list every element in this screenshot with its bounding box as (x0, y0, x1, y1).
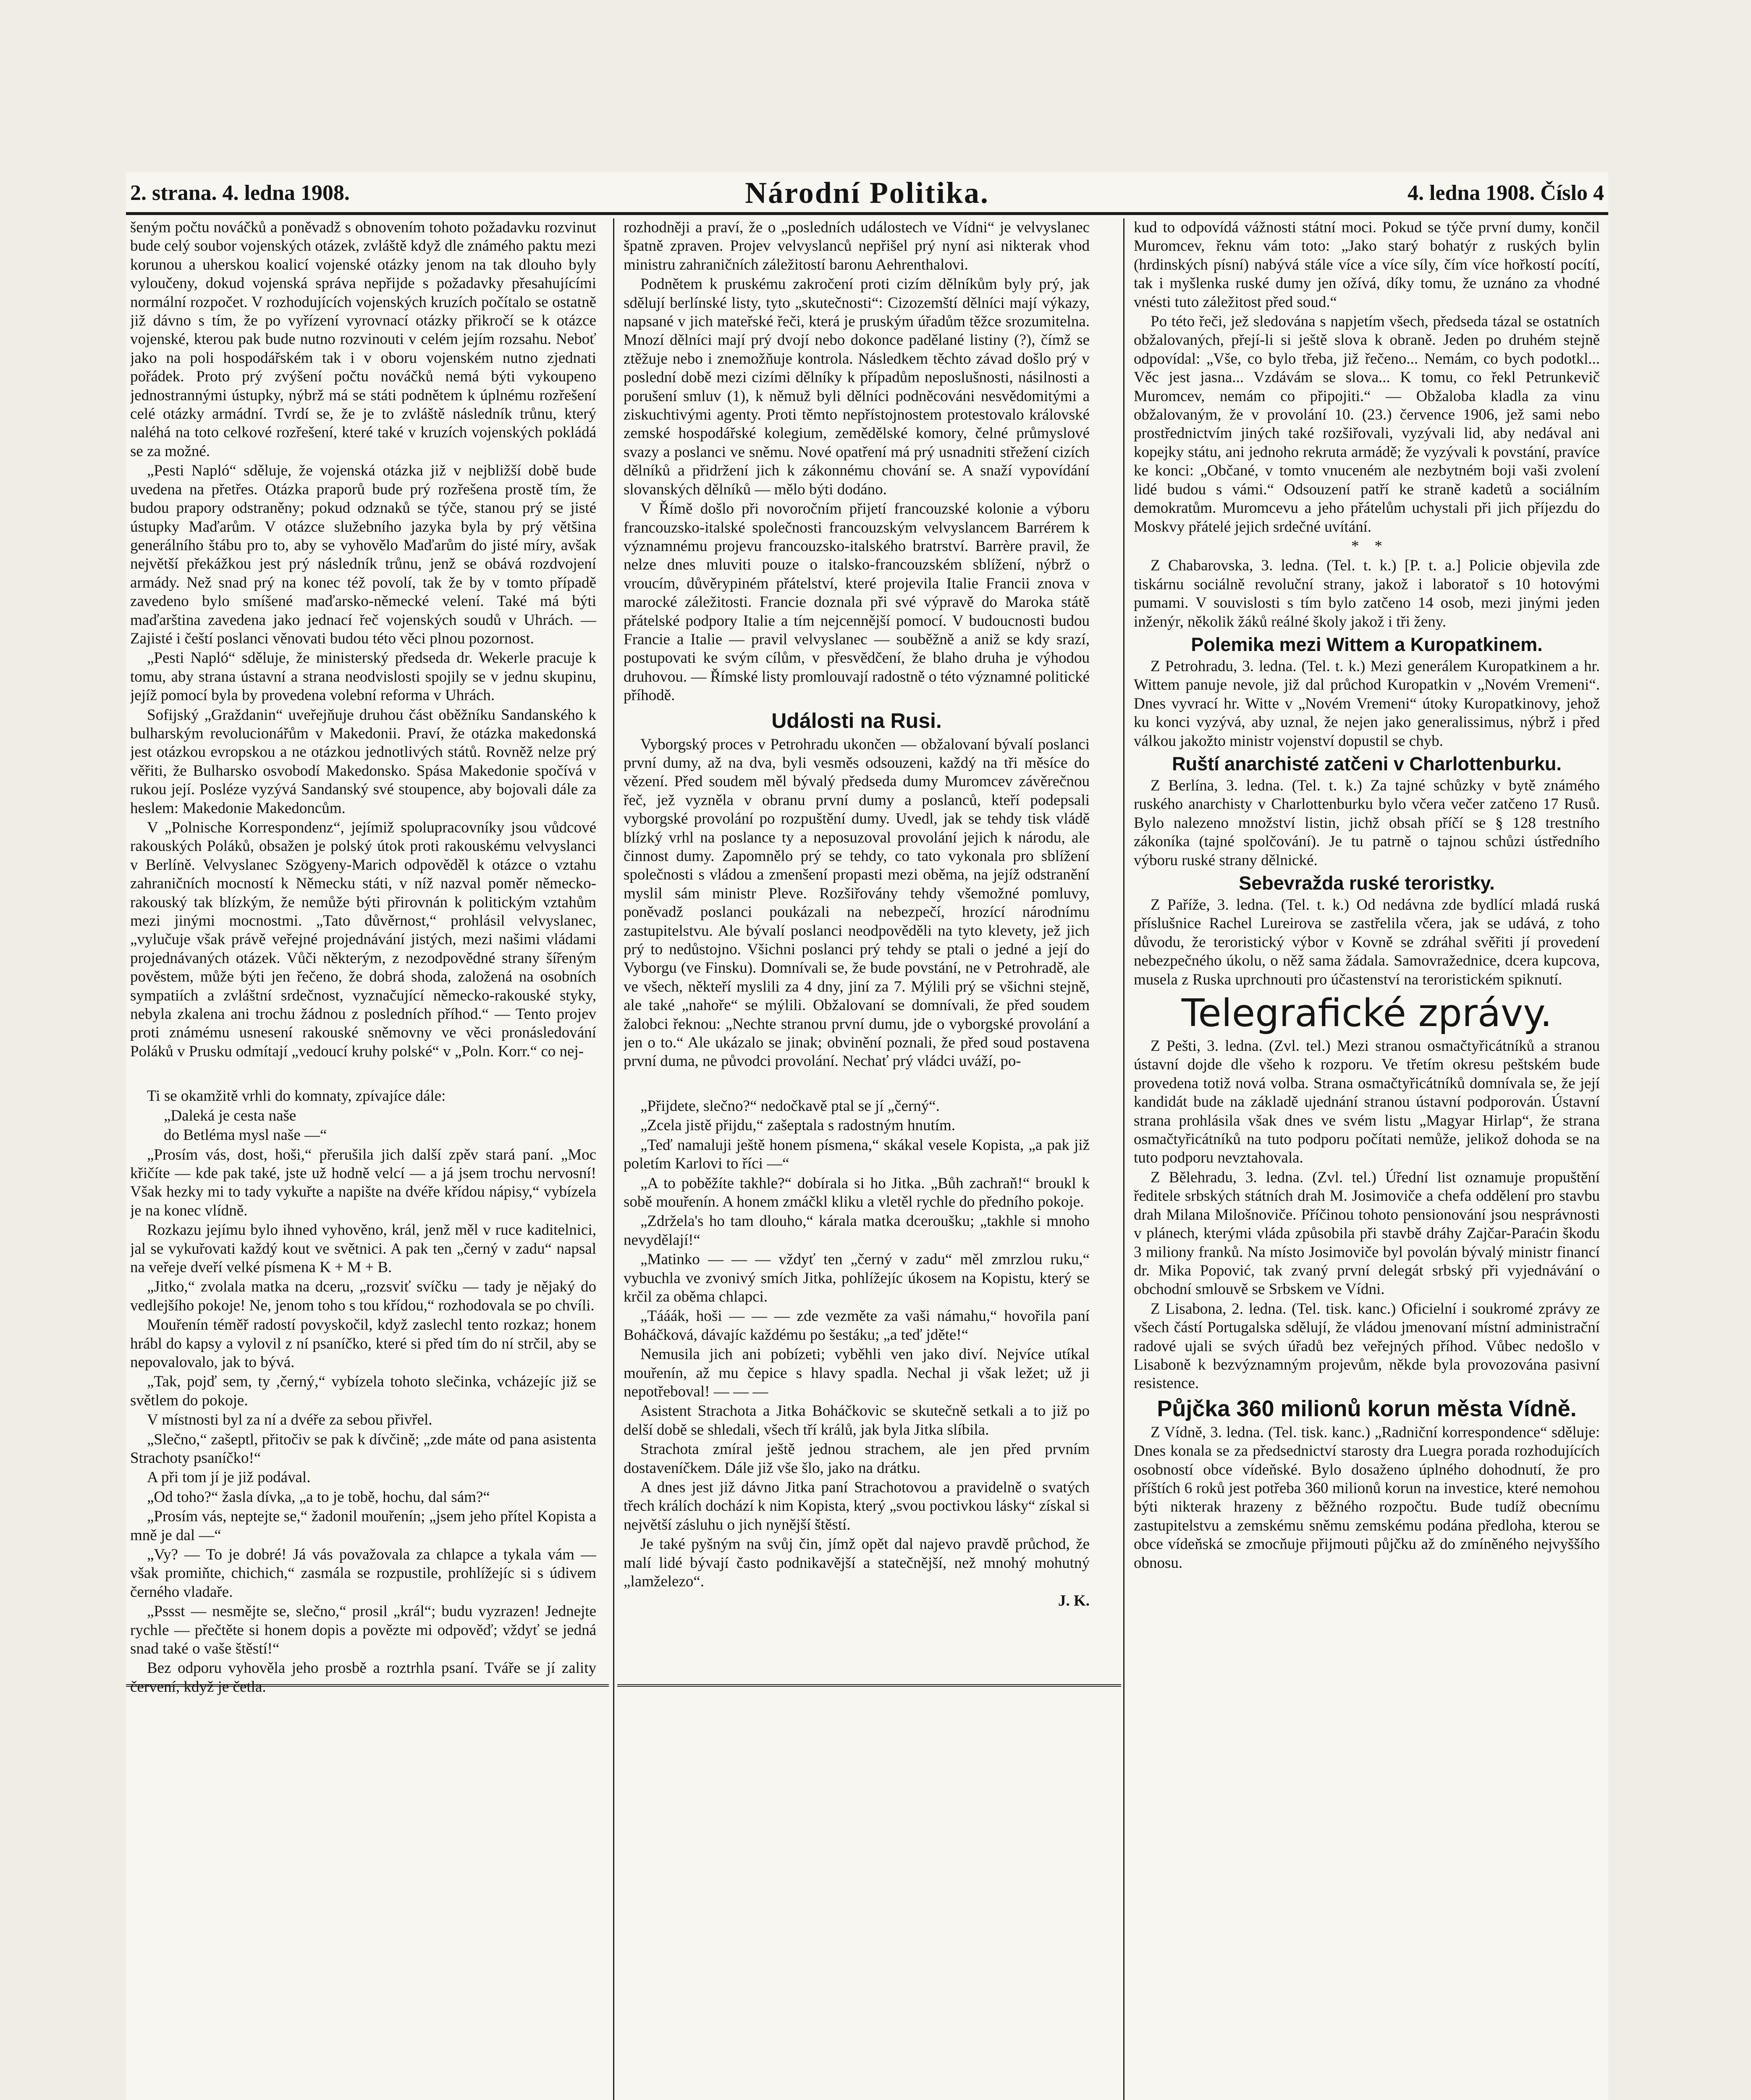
story-paragraph: „Pssst — nesmějte se, slečno,“ prosil „král“; budu vyzrazen! Jednejte rychle — přečtěte si honem dopis a povězte mi odpověď; vždyť se jedná snad také o vaše štěstí!“ (130, 1603, 596, 1658)
separator-space (624, 1072, 1090, 1097)
article-paragraph: Z Petrohradu, 3. ledna. (Tel. t. k.) Mezi generálem Kuropatkinem a hr. Wittem panuje nevole, již dal průchod Kuropatkin v „Novém Vremeni“. Dnes vyvrací hr. Witte v „Novém Vremeni“ útoky Kuropatkinovy, jehož ku konci vyzývá, aby uznal, že nejen jako generalissimus, nýbrž i před válkou jakožto ministr vojenství dopustil se chyb. (1134, 657, 1600, 750)
story-paragraph: „Vy? — To je dobré! Já vás považovala za chlapce a tykala vám — však promiňte, chichich,“ zasmála se rozpustile, prohlížejíc si s údivem černého vladaře. (130, 1546, 596, 1601)
article-paragraph: Z Bělehradu, 3. ledna. (Zvl. tel.) Úřední list oznamuje propuštění ředitele srbských státních drah M. Josimoviče a chefa oddělení pro stavbu drah Milana Milošnoviče. Příčinou tohoto pensionování jsou nesprávnosti v plánech, kterými vláda způsobila při stavbě dráhy Zajčar-Paraćin škodu 3 miliony franků. Na místo Josimoviče byl povolán bývalý ministr financí dr. Mika Popović, tak zvaný první delegát srbský při vyjednávání o obchodní smlouvě se Srbskem ve Vídni. (1134, 1168, 1600, 1298)
column-3 (1134, 218, 1600, 2100)
story-paragraph: „Zcela jistě přijdu,“ zašeptala s radostným hnutím. (640, 1117, 956, 1134)
story-paragraph: „Slečno,“ zašeptl, přitočiv se pak k dívčině; „zde máte od pana asistenta Strachoty psaníčko!“ (130, 1431, 596, 1467)
article-paragraph: Sofijský „Graždanin“ uveřejňuje druhou část oběžníku Sandanského k bulharským revolucionářům v Makedonii. Praví, že otázka makedonská jest otázkou evropskou a ne otázkou jednotlivých států. Rovněž nelze prý věřiti, že Bulharsko osvobodí Makedonsko. Spása Makedonie spočívá v rukou její. Posléze vyzývá Sandanský své stoupence, aby bojovali dále za heslem: Makedonie Makedoncům. (130, 706, 596, 817)
story-paragraph: Strachota zmíral ještě jednou strachem, ale jen před prvním dostaveníčkem. Dále již vše šlo, jako na drátku. (624, 1441, 1090, 1477)
story-paragraph: A při tom jí je již podával. (147, 1469, 311, 1486)
story-paragraph: Mouřenín téměř radostí povyskočil, když zaslechl tento rozkaz; honem hrábl do kapsy a vylovil z ní psaníčko, které si před tím do ní strčil, aby se nepovalovalo, jak to bývá. (130, 1316, 596, 1371)
column-divider (613, 218, 614, 2100)
story-paragraph: „Prosím vás, neptejte se,“ žadonil mouřenín; „jsem jeho přítel Kopista a mně je dal —“ (130, 1508, 596, 1544)
article-paragraph: Z Vídně, 3. ledna. (Tel. tisk. kanc.) „Radniční korrespondence“ sděluje: Dnes konala se za předsednictví starosty dra Luegra porada rozhodujících osobností obce vídeňské. Bylo dosaženo úplného dohodnutí, že pro příštích 6 roků jest potřeba 360 milionů korun na investice, které nemohou býti nikterak hrazeny z běžného rozpočtu. Bude tudíž obecnímu zastupitelstvu a zemskému sněmu zemskému podána předloha, kterou se obce vídeňská se zmocňuje přijmouti půjčku až do zmíněného nejvyššího obnosu. (1134, 1423, 1600, 1572)
article-paragraph: kud to odpovídá vážnosti státní moci. Pokud se týče první dumy, končil Muromcev, řeknu vám toto: „Jako starý bohatýr z ruských bylin (hrdinských písní) nabývá stále více a více síly, čím více hořkostí pocítí, tak i myšlenka ruské dumy jen ožívá, díky tomu, že uznáno za vhodné vnésti tuto záležitost před soud.“ (1134, 219, 1600, 311)
article-paragraph: Z Lisabona, 2. ledna. (Tel. tisk. kanc.) Oficielní i soukromé zprávy ze všech částí Portugalska sdělují, že vládou jmenovaní místní administrační radové ujali se svých úřadů bez veřejných příhod. Vůbec nedošlo v Lisaboně k bezvýznamným projevům, někde byla provozována pasivní resistence. (1134, 1300, 1600, 1392)
article-paragraph: Z Chabarovska, 3. ledna. (Tel. t. k.) [P. t. a.] Policie objevila zde tiskárnu sociálně revoluční strany, jakož i laboratoř s 10 hotovými pumami. V souvislosti s tím bylo zatčeno 14 osob, mezi jinými jeden inženýr, několik žáků reálné školy jakož i tři ženy. (1134, 557, 1600, 630)
story-paragraph: V místnosti byl za ní a dvéře za sebou přivřel. (147, 1411, 433, 1429)
header-issue-number: 4. ledna 1908. Číslo 4 (1407, 181, 1604, 205)
story-paragraph: Rozkazu jejímu bylo ihned vyhověno, král, jenž měl v ruce kaditelnici, jal se vykuřovati každý kout ve světnici. A pak ten „černý v zadu“ napsal na veřeje dveří velké písmena K + M + B. (130, 1221, 596, 1276)
author-signature: J. K. (1058, 1592, 1090, 1610)
story-paragraph: A dnes jest již dávno Jitka paní Strachotovou a pravidelně o svatých třech králích dochází k nim Kopista, který „svou poctivkou lásky“ získal si největší zásluhu o jich nynější štěstí. (624, 1479, 1090, 1533)
section-heading: Sebevražda ruské teroristky. (1239, 872, 1495, 894)
section-heading: Ruští anarchisté zatčeni v Charlottenburku. (1172, 753, 1562, 774)
story-paragraph: „A to poběžíte takhle?“ dobírala si ho Jitka. „Bůh zachraň!“ broukl k sobě mouřenín. A honem zmáčkl kliku a vletěl rychle do předního pokoje. (624, 1174, 1090, 1210)
article-paragraph: rozhodněji a praví, že o „posledních událostech ve Vídni“ je velvyslanec špatně zpraven. Projev velvyslanců nepřišel prý nyní asi nikterak vhod ministru zahraničních záležitostí baronu Aehrenthalovi. (624, 219, 1090, 273)
article-paragraph: „Pesti Napló“ sděluje, že ministerský předseda dr. Wekerle pracuje k tomu, aby strana ústavní a strana neodvislosti spojily se v jednu skupinu, jejíž pomocí byla by provedena volební reforma v Uhrách. (130, 649, 596, 704)
article-paragraph: Vyborgský proces v Petrohradu ukončen — obžalovaní bývalí poslanci první dumy, až na dva, byli vesměs odsouzeni, každý na tři měsíce do vězení. Před soudem měl bývalý předseda dumy Muromcev závěrečnou řeč, jež vyzněla v obranu první dumy a poslanců, kteří podepsali vyborgské provolání po rozpuštění dumy. Uvedl, jak se tehdy tisk vládě blízký vrhl na poslance ty a neposuzoval provolání jejich k národu, ale činnost dumy. Zapomnělo prý se tehdy, co tato vykonala pro sblížení společnosti s vládou a zmenšení propasti mezi oběma, na jejíž odstranění myslil sám ministr Pleve. Rozšiřovány tehdy všemožné pomluvy, poněvadž poslanci poukázali na nebezpečí, hrozící národnímu zastupitelstvu. Ale bývalí poslanci neodpověděli na tyto klevety, jež jich prý to nedůstojno. Všichni poslanci prý tehdy se ptali o jedné a její do Vyborgu (ve Finsku). Domnívali se, že bude povstání, ne v Petrohradě, ale ve všech, někteří myslili za 4 dny, jiní za 7. Mýlili prý se všichni stejně, ale také „nahoře“ se mýlili. Obžalovaní se domnívali, že před soudem žalobci řeknou: „Nechte stranou první dumu, jde o vyborgské provolání a jen o to.“ Ale ukázalo se jinak; obvinění poznali, že před soud postavena první duma, ne původci provolání. Nechať prý vládci uváží, po- (624, 735, 1090, 1070)
newspaper-title: Národní Politika. (745, 176, 989, 210)
section-heading: Půjčka 360 milionů korun města Vídně. (1157, 1396, 1577, 1421)
section-heading: Polemika mezi Wittem a Kuropatkinem. (1191, 633, 1543, 655)
story-verse: do Betléma mysl naše —“ (164, 1126, 327, 1144)
story-paragraph: „Tak, pojď sem, ty ,černý,“ vybízela tohoto slečinka, vcházejíc již se světlem do pokoje. (130, 1373, 596, 1409)
story-paragraph: „Zdržela's ho tam dlouho,“ kárala matka dceroušku; „takhle si mnoho nevydělají!“ (624, 1213, 1090, 1249)
story-paragraph: Bez odporu vyhověla jeho prosbě a roztrhla psaní. Tváře se jí zality červení, když je četla. (130, 1659, 596, 1696)
story-verse: „Daleká je cesta naše (164, 1107, 296, 1124)
story-paragraph: Ti se okamžitě vrhli do komnaty, zpívajíce dále: (147, 1087, 446, 1105)
section-heading: Telegrafické zprávy. (1181, 991, 1552, 1036)
article-paragraph: V Římě došlo při novoročním přijetí francouzské kolonie a výboru francouzsko-italské společnosti francouzským velvyslancem Barrérem k významnému projevu francouzsko-italského bratrství. Barrère pravil, že nelze dnes mluviti pouze o italsko-francouzském sblížení, nýbrž o vroucím, důvěrypiném přátelství, které projevila Italie Francii znova v marocké záležitosti. Francie doznala při své výpravě do Maroka státě přátelské podpory Italie a tím nejcennější pomocí. V budoucnosti budou Francie a Italie — pravil velvyslanec — souběžně a aniž se kdy srazí, postupovati ke svým cílům, v přesvědčení, že blaho druha je výhodou druhovou. — Římské listy promlouvají radostně o této významné politické příhodě. (624, 500, 1090, 704)
story-paragraph: Asistent Strachota a Jitka Boháčkovic se skutečně setkali a to již po delší době se shledali, všech tří králů, jak byla Jitka slíbila. (624, 1402, 1090, 1438)
story-paragraph: „Jitko,“ zvolala matka na dceru, „rozsviť svíčku — tady je nějaký do vedlejšího pokoje! Ne, jenom toho s tou křídou,“ rozhodovala se po chvíli. (130, 1278, 596, 1314)
story-paragraph: Je také pyšným na svůj čin, jímž opět dal najevo pravdě průchod, že malí lidé bývají často podnikavější a statečnější, než mnohý mohutný „lamželezo“. (624, 1536, 1090, 1591)
newspaper-page (126, 172, 1608, 2100)
article-paragraph: Po této řeči, jež sledována s napjetím všech, předseda tázal se ostatních obžalovaných, přejí-li si ještě slova k obraně. Jeden po druhém stejně odpovídal: „Vše, co bylo třeba, již řečeno... Nemám, co bych podotkl... Věc jest jasna... Vzdávám se slova... K tomu, co řekl Petrunkevič Muromcev, nemám co připojiti.“ — Obžaloba kladla za vinu obžalovaným, že v provolání 10. (23.) července 1906, jež sami nebo prostřednictvím jiných také rozšiřovali, vyzývali lid, aby nedával ani kopejky státu, ani jednoho rekruta armádě; že vyzývali k povstání, pravíce ke konci: „Občané, v tomto vnuceném ale nezbytném boji vaši zvolení lidé budou s vámi.“ Odsouzení patří ke straně kadetů a sociálním demokratům. Muromcevu a jeho přátelům uchystali při jich příjezdu do Moskvy přátelé jejich srdečné uvítání. (1134, 313, 1600, 536)
header-page-date: 2. strana. 4. ledna 1908. (130, 181, 350, 205)
story-paragraph: „Prosím vás, dost, hoši,“ přerušila jich další zpěv stará paní. „Moc křičíte — kde pak také, jste už hodně velcí — a já jsem trochu nervosní! Však hezky mi to tady vykuřte a napište na dvéře křídou nápisy,“ vybízela je na konec vlídně. (130, 1146, 596, 1219)
separator-space (130, 1062, 596, 1087)
story-paragraph: „Teď namaluji ještě honem písmena,“ skákal vesele Kopista, „a pak již poletím Karlovi to říci —“ (624, 1136, 1090, 1173)
article-paragraph: Podnětem k pruskému zakročení proti cizím dělníkům byly prý, jak sdělují berlínské listy, tyto „skutečnosti“: Cizozemští dělníci mají výkazy, napsané v jich mateřské řeči, která je pruským úřadům těžce srozumitelna. Mnozí dělníci mají prý dvojí nebo dokonce padělané listiny (?), čímž se ztěžuje nebo i znemožňuje kontrola. Následkem těchto závad došlo prý v poslední době mezi cizími dělníky k případům neposlušnosti, násilnosti a porušení smluv (1), k němuž byli dělníci podněcováni nesvědomitými a ziskuchtivými agenty. Proti těmto nepřístojnostem protestovalo královské zemské hospodářské kolegium, zemědělské komory, čelné průmyslové svazy a poslanci ve sněmu. Nové opatření má prý usnadniti střežení cizích dělníků a přidržení jich k zákonnému chování se. A snaží vypovídání slovanských dělníků — mělo býti dodáno. (624, 276, 1090, 498)
column-2 (624, 218, 1090, 2100)
story-paragraph: „Matinko — — — vždyť ten „černý v zadu“ měl zmrzlou ruku,“ vybuchla ve zvonivý smích Jitka, pohlížejíc úkosem na Kopistu, který se krčil za oběma chlapci. (624, 1251, 1090, 1305)
page-header (126, 172, 1608, 215)
article-paragraph: „Pesti Napló“ sděluje, že vojenská otázka již v nejbližší době bude uvedena na přetřes. Otázka praporů bude prý rozřešena prostě tím, že budou prapory odstraněny; pokud odznaků se týče, stanou prý se jisté ústupky Maďarům. V otázce služebního jazyka byla by prý většina generálního štábu pro to, aby se vyhovělo Maďarům do jisté míry, avšak největší překážkou jest prý následník trůnu, jenž se obává rozdvojení armády. Než snad prý na konec též povolí, tak že by v tomto případě zavedeno bylo smíšené maďarsko-německé velení. Také má býti maďarština zavedena jako jednací řeč vojenských soudů v Uhrách. — Zajisté i čeští poslanci věnovati budou této věci plnou pozornost. (130, 462, 596, 647)
story-paragraph: Nemusila jich ani pobízeti; vyběhli ven jako diví. Nejvíce utíkal mouřenín, až mu čepice s hlavy spadla. Nechal ji však ležet; už ji nepotřeboval! — — — (624, 1346, 1090, 1400)
story-paragraph: „Tááák, hoši — — — zde vezměte za vaši námahu,“ hovořila paní Boháčková, dávajíc každému po šestáku; „a teď jděte!“ (624, 1307, 1090, 1344)
story-paragraph: „Přijdete, slečno?“ nedočkavě ptal se jí „černý“. (640, 1097, 940, 1115)
section-heading: Události na Rusi. (771, 709, 942, 732)
article-paragraph: šeným počtu nováčků a poněvadž s obnovením tohoto požadavku rozvinut bude celý soubor vojenských otázek, zvláště když dle známého paktu mezi korunou a uherskou koalicí vojenské otázky jenom na tak dlouho byly vyloučeny, dokud vojenská správa nepřijde s požadavky přesahujícími normální rozpočet. V rozhodujících vojenských kruzích počítalo se ostatně již dávno s tím, že po vyřízení vyrovnací otázky přikročí se k otázce vojenské, kterou pak bude nutno rozvinouti v celém jejím rozsahu. Neboť jako na poli hospodářském tak i v oboru vojenském nutno zjednati pořádek. Proto prý zvýšení počtu nováčků nemá býti vykoupeno jednostrannými ústupky, nýbrž má se státi podnětem k úplnému rozřešení celé otázky armádní. Tvrdí se, že je to zvláště následník trůnu, který naléhá na toto celkové rozřešení, které také v kruzích vojenských pokládá se za možné. (130, 219, 596, 460)
column-divider (1123, 218, 1125, 2100)
asterisk-separator: * * (1351, 537, 1382, 555)
article-paragraph: Z Berlína, 3. ledna. (Tel. t. k.) Za tajné schůzky v bytě známého ruského anarchisty v Charlottenburku bylo včera večer zatčeno 17 Rusů. Bylo nalezeno množství listin, jichž obsah příčí se § 128 trestního zákoníka (tajné spolčování). Je tu patrně o tajnou schůzi ústředního výboru ruské strany dělnické. (1134, 777, 1600, 869)
column-1 (130, 218, 596, 2100)
article-paragraph: Z Pešti, 3. ledna. (Zvl. tel.) Mezi stranou osmačtyřicátníků a stranou ústavní dojde dle všeho k rozporu. Ve třetím okresu peštském bude provedena totiž nová volba. Strana osmačtyřicátníků domnívala se, že její kandidát bude na základě ujednání stranou ústavní podporován. Ústavní strana prohlásila však dnes ve svém listu „Magyar Hirlap“, že strana osmačtyřicátníků na tuto podporu počítati nemůže, jelikož dohoda se na tuto podporu nevztahovala. (1134, 1037, 1600, 1167)
article-paragraph: V „Polnische Korrespondenz“, jejímiž spolupracovníky jsou vůdcové rakouských Poláků, obsažen je polský útok proti rakouskému velvyslanci v Berlíně. Velvyslanec Szögyeny-Marich odpověděl k otázce o vztahu zahraničních mocností k Německu státi, v níž nazval poměr německo-rakouský tak blízkým, že nemůže býti přirovnán k politickým vztahům mezi jinými mocnostmi. „Tato důvěrnost,“ prohlásil velvyslanec, „vylučuje však právě veřejné projednávání jistých, mezi našimi vládami projednávaných otázek. Vůči některým, z nezodpovědné strany šířeným pověstem, může býti jen řečeno, že dobrá shoda, založená na osobních sympatiích a zvláštní srdečnost, vyznačující německo-rakouské styky, nebyla zkalena ani trochu žádnou z posledních příhod.“ — Tento projev proti známému usnesení rakouské sněmovny ve věci pronásledování Poláků v Prusku odmítají „vedoucí kruhy polské“ v „Poln. Korr.“ co nej- (130, 819, 596, 1060)
story-paragraph: „Od toho?“ žasla dívka, „a to je tobě, hochu, dal sám?“ (147, 1488, 490, 1506)
article-paragraph: Z Paříže, 3. ledna. (Tel. t. k.) Od nedávna zde bydlící mladá ruská příslušnice Rachel Lureirova se zastřelila včera, jak se udává, z toho důvodu, že teroristický výbor v Kovně se zdráhal svěřiti jí provedení nebezpečného úkolu, o něž sama žádala. Samovražednice, dcera kupcova, musela z Ruska uprchnouti pro účastenství na teroristickém spiknutí. (1134, 896, 1600, 988)
